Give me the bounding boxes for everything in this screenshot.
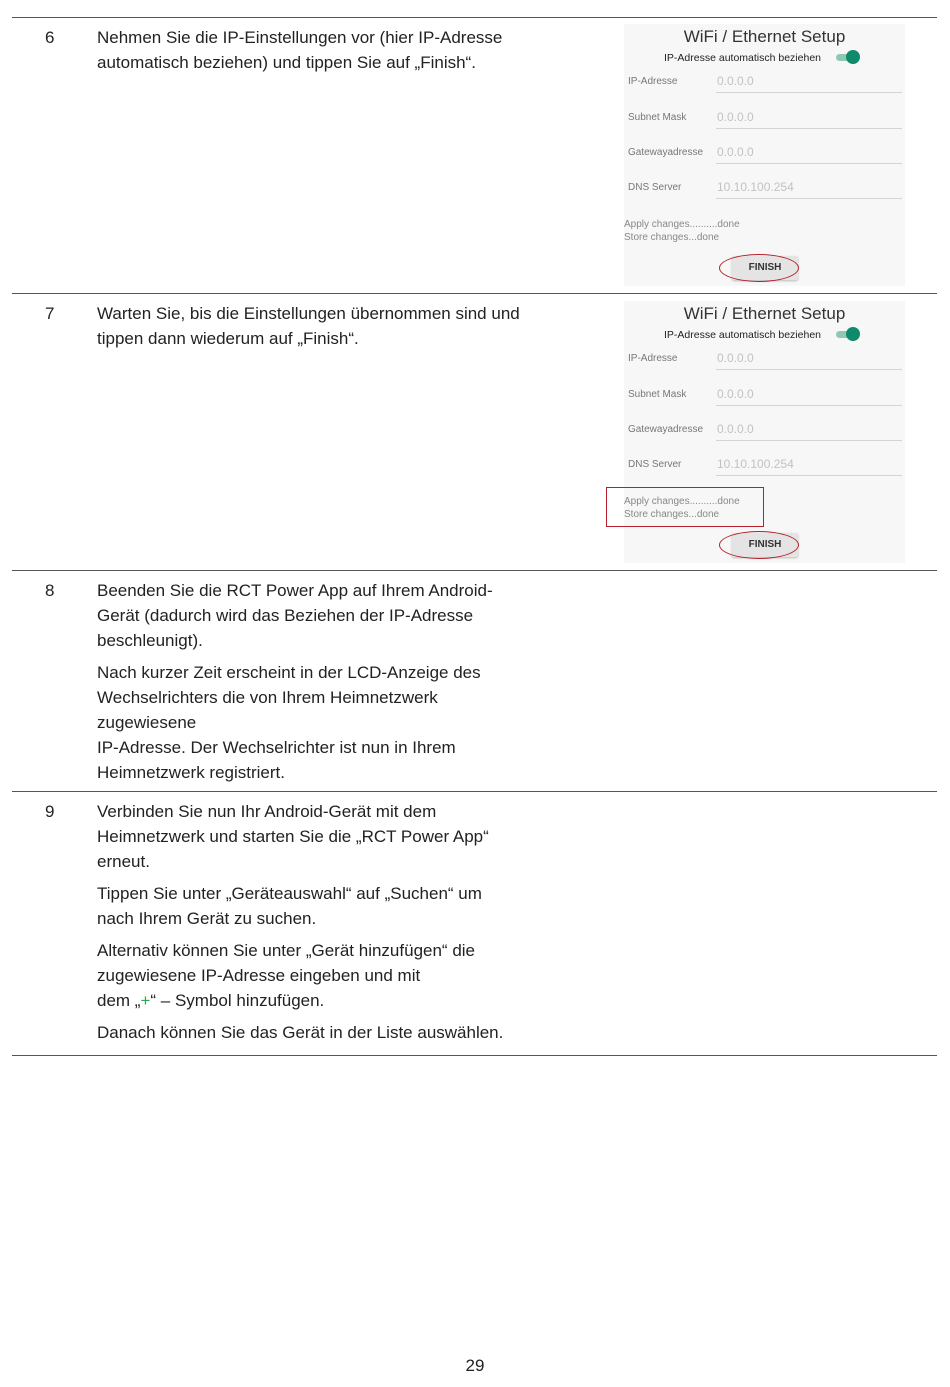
gateway-input[interactable]: 0.0.0.0: [717, 422, 754, 436]
step-text: [97, 578, 522, 792]
step-paragraph: Danach können Sie das Gerät in der Liste auswählen.: [97, 1023, 504, 1042]
field-label: Subnet Mask: [628, 112, 687, 123]
field-label: IP-Adresse: [628, 76, 678, 87]
step-paragraph: Verbinden Sie nun Ihr Android-Gerät mit dem Heimnetzwerk und starten Sie die „RCT Power App“ erneut.: [97, 802, 489, 871]
step-paragraph: Tippen Sie unter „Geräteauswahl“ auf „Suchen“ um nach Ihrem Gerät zu suchen.: [97, 884, 482, 928]
field-underline: [716, 440, 902, 441]
field-underline: [716, 405, 902, 406]
step-number: 6: [45, 28, 55, 47]
toggle-switch[interactable]: [846, 50, 860, 64]
finish-button[interactable]: FINISH: [732, 533, 798, 557]
status-line: Store changes...done: [624, 509, 720, 520]
gateway-input[interactable]: 0.0.0.0: [717, 145, 754, 159]
step-paragraph: Nehmen Sie die IP-Einstellungen vor (hier IP-Adresse automatisch beziehen) und tippen Sie auf „Finish“.: [97, 28, 503, 72]
table-rule-bottom: [12, 1055, 937, 1056]
field-underline: [716, 475, 902, 476]
status-line: Store changes...done: [624, 232, 720, 243]
plus-line-after: “ – Symbol hinzufügen.: [150, 991, 325, 1010]
field-label: DNS Server: [628, 459, 682, 470]
field-label: DNS Server: [628, 182, 682, 193]
field-label: Subnet Mask: [628, 389, 687, 400]
field-label: Gatewayadresse: [628, 424, 704, 435]
step-paragraph: Alternativ können Sie unter „Gerät hinzufügen“ die zugewiesene IP-Adresse eingeben und mit: [97, 941, 476, 985]
highlight-ellipse: [719, 254, 799, 282]
toggle-label: IP-Adresse automatisch beziehen: [664, 52, 822, 64]
subnet-mask-input[interactable]: 0.0.0.0: [717, 110, 754, 124]
step-number: 8: [45, 581, 55, 600]
step-paragraph: Warten Sie, bis die Einstellungen übernommen sind und tippen dann wiederum auf „Finish“.: [97, 304, 520, 348]
field-underline: [716, 163, 902, 164]
toggle-switch[interactable]: [846, 327, 860, 341]
ip-address-input[interactable]: 0.0.0.0: [717, 351, 754, 365]
dns-server-input[interactable]: 10.10.100.254: [717, 457, 794, 471]
step-paragraph: IP-Adresse. Der Wechselrichter ist nun in Ihrem Heimnetzwerk registriert.: [97, 738, 456, 782]
toggle-label: IP-Adresse automatisch beziehen: [664, 329, 822, 341]
field-underline: [716, 369, 902, 370]
step-text: [97, 301, 522, 358]
ip-address-input[interactable]: 0.0.0.0: [717, 74, 754, 88]
table-rule: [12, 570, 937, 571]
step-paragraph: Beenden Sie die RCT Power App auf Ihrem Android-Gerät (dadurch wird das Beziehen der IP-Adresse beschleunigt).: [97, 581, 493, 650]
field-underline: [716, 92, 902, 93]
page-number: 29: [465, 1356, 485, 1375]
table-rule: [12, 293, 937, 294]
step-paragraph: Nach kurzer Zeit erscheint in der LCD-Anzeige des Wechselrichters die von Ihrem Heimnetzwerk zugewiesene: [97, 663, 481, 732]
step-text: [97, 25, 522, 82]
step-number: 7: [45, 304, 55, 323]
field-label: Gatewayadresse: [628, 147, 704, 158]
table-rule-top: [12, 17, 937, 18]
finish-button[interactable]: FINISH: [732, 256, 798, 280]
field-underline: [716, 198, 902, 199]
plus-icon: +: [140, 991, 151, 1010]
screen-title: WiFi / Ethernet Setup: [683, 27, 846, 46]
status-line: Apply changes..........done: [624, 496, 740, 507]
step-paragraph: [97, 988, 522, 1013]
dns-server-input[interactable]: 10.10.100.254: [717, 180, 794, 194]
plus-line-before: dem „: [97, 991, 141, 1010]
highlight-rectangle: [606, 487, 764, 527]
screen-title: WiFi / Ethernet Setup: [683, 304, 846, 323]
highlight-ellipse: [719, 531, 799, 559]
field-label: IP-Adresse: [628, 353, 678, 364]
field-underline: [716, 128, 902, 129]
step-number: 9: [45, 802, 55, 821]
status-line: Apply changes..........done: [624, 219, 740, 230]
app-screenshot: [624, 24, 905, 286]
step-text: [97, 799, 522, 1052]
subnet-mask-input[interactable]: 0.0.0.0: [717, 387, 754, 401]
